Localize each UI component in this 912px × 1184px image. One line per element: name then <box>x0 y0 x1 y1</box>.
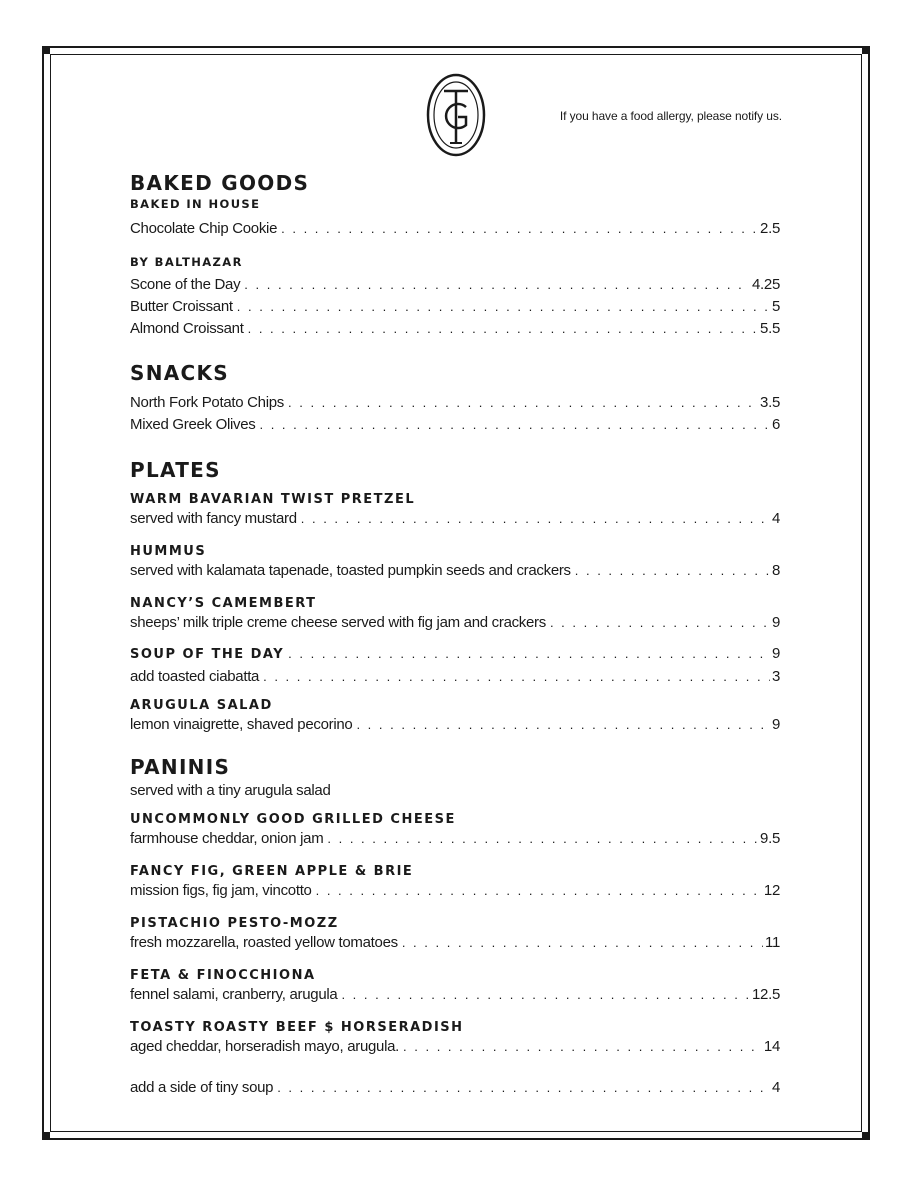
section-title-paninis: PANINIS <box>130 755 231 779</box>
item-price: 9 <box>771 716 780 733</box>
dot-leader <box>277 1077 770 1099</box>
item-price: 3 <box>771 668 780 685</box>
item-description: served with fancy mustard <box>130 510 297 527</box>
monogram-logo-icon <box>426 73 486 157</box>
dot-leader <box>575 560 770 582</box>
section-title-snacks: SNACKS <box>130 361 230 385</box>
allergy-notice: If you have a food allergy, please notify us. <box>559 109 782 123</box>
menu-item <box>130 1036 780 1058</box>
item-description: mission figs, fig jam, vincotto <box>130 882 312 899</box>
dot-leader <box>550 612 770 634</box>
item-name: Almond Croissant <box>130 320 244 337</box>
dot-leader <box>237 296 770 318</box>
dot-leader <box>301 508 770 530</box>
item-price: 4 <box>771 510 780 527</box>
corner-mark <box>862 1132 870 1140</box>
dot-leader <box>248 318 758 340</box>
item-title: ARUGULA SALAD <box>130 698 273 713</box>
item-description: served with kalamata tapenade, toasted pumpkin seeds and crackers <box>130 562 571 579</box>
menu-item <box>130 414 780 436</box>
item-price: 4 <box>771 1079 780 1096</box>
item-price: 4.25 <box>752 276 780 293</box>
item-price: 14 <box>763 1038 780 1055</box>
item-addon: add a side of tiny soup <box>130 1079 274 1096</box>
section-subtitle: served with a tiny arugula salad <box>130 782 331 799</box>
item-price: 3.5 <box>760 394 780 411</box>
item-price: 12 <box>763 882 780 899</box>
item-title: FANCY FIG, GREEN APPLE & BRIE <box>130 864 414 879</box>
item-price: 8 <box>771 562 780 579</box>
menu-item <box>130 274 780 296</box>
menu-item <box>130 508 780 530</box>
item-description: sheeps’ milk triple creme cheese served with fig jam and crackers <box>130 614 546 631</box>
item-name: Butter Croissant <box>130 298 233 315</box>
menu-item <box>130 560 780 582</box>
item-price: 6 <box>771 416 780 433</box>
item-price: 2.5 <box>760 220 780 237</box>
item-description: farmhouse cheddar, onion jam <box>130 830 324 847</box>
section-title-plates: PLATES <box>130 458 221 482</box>
dot-leader <box>259 414 769 436</box>
menu-item <box>130 218 780 240</box>
item-price: 5 <box>771 298 780 315</box>
item-title: FETA & FINOCCHIONA <box>130 968 316 983</box>
item-price: 12.5 <box>752 986 780 1003</box>
corner-mark <box>862 46 870 54</box>
item-name: Mixed Greek Olives <box>130 416 256 433</box>
item-price: 9 <box>771 614 780 631</box>
menu-item <box>130 666 780 688</box>
corner-mark <box>42 1132 50 1140</box>
item-price: 5.5 <box>760 320 780 337</box>
menu-item <box>130 643 780 666</box>
item-name: Chocolate Chip Cookie <box>130 220 278 237</box>
item-title: HUMMUS <box>130 544 207 559</box>
menu-content <box>130 172 780 1099</box>
item-title: WARM BAVARIAN TWIST PRETZEL <box>130 492 416 507</box>
item-addon: add toasted ciabatta <box>130 668 260 685</box>
menu-item <box>130 612 780 634</box>
corner-mark <box>42 46 50 54</box>
dot-leader <box>341 984 750 1006</box>
dot-leader <box>327 828 758 850</box>
item-price: 11 <box>765 934 780 951</box>
menu-item <box>130 984 780 1006</box>
item-description: fresh mozzarella, roasted yellow tomatoes <box>130 934 398 951</box>
item-title: PISTACHIO PESTO-MOZZ <box>130 916 339 931</box>
dot-leader <box>288 643 770 665</box>
section-title-baked-goods: BAKED GOODS <box>130 171 310 195</box>
item-price: 9 <box>771 645 780 662</box>
dot-leader <box>403 1036 762 1058</box>
menu-item <box>130 932 780 954</box>
item-title: SOUP OF THE DAY <box>130 647 285 662</box>
menu-item <box>130 1077 780 1099</box>
item-description: lemon vinaigrette, shaved pecorino <box>130 716 353 733</box>
subsection-baked-in-house: BAKED IN HOUSE <box>130 197 261 211</box>
item-title: TOASTY ROASTY BEEF $ HORSERADISH <box>130 1020 464 1035</box>
dot-leader <box>316 880 762 902</box>
subsection-by-balthazar: BY BALTHAZAR <box>130 255 243 269</box>
menu-item <box>130 318 780 340</box>
dot-leader <box>263 666 770 688</box>
menu-item <box>130 880 780 902</box>
dot-leader <box>288 392 758 414</box>
item-description: aged cheddar, horseradish mayo, arugula. <box>130 1038 400 1055</box>
item-price: 9.5 <box>760 830 780 847</box>
menu-item <box>130 296 780 318</box>
item-description: fennel salami, cranberry, arugula <box>130 986 338 1003</box>
menu-item <box>130 392 780 414</box>
dot-leader <box>281 218 758 240</box>
menu-item <box>130 828 780 850</box>
dot-leader <box>402 932 763 954</box>
item-title: UNCOMMONLY GOOD GRILLED CHEESE <box>130 812 456 827</box>
item-name: Scone of the Day <box>130 276 241 293</box>
dot-leader <box>356 714 770 736</box>
item-name: North Fork Potato Chips <box>130 394 284 411</box>
menu-item <box>130 714 780 736</box>
item-title: NANCY’S CAMEMBERT <box>130 596 317 611</box>
dot-leader <box>244 274 750 296</box>
